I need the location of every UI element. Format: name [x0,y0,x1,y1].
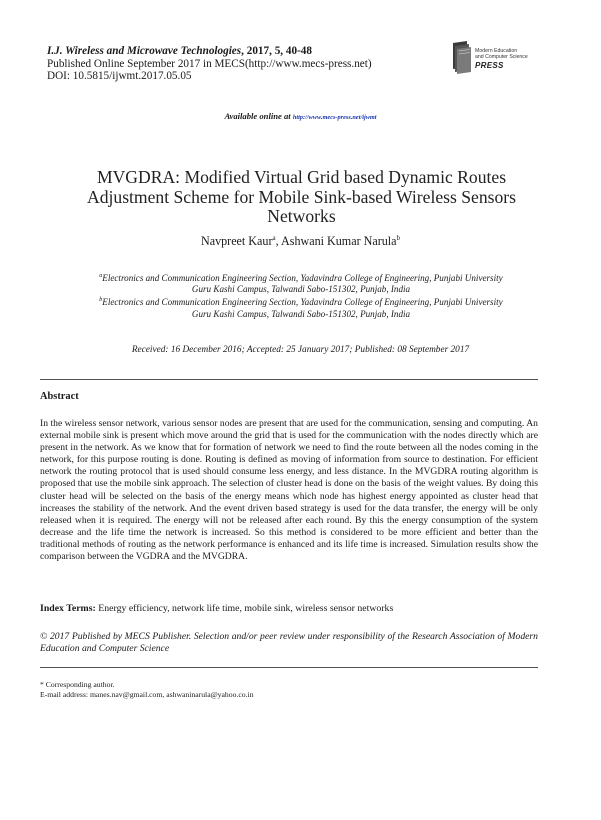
email-address: E-mail address: manes.nav@gmail.com, ashwaninarula@yahoo.co.in [40,690,254,700]
affiliations [40,271,562,320]
affiliation-mark: b [99,297,103,304]
available-url-link[interactable]: http://www.mecs-press.net/ijwmt [292,114,377,121]
footnote [40,680,254,700]
corresponding-author: * Corresponding author. [40,680,115,689]
affiliation-mark: a [99,273,103,279]
author-separator: , [275,234,281,249]
affiliation-line [40,295,562,308]
abstract-heading: Abstract [40,391,79,402]
author-affil-mark: b [396,234,401,242]
divider [40,667,538,668]
doi: DOI: 10.5815/ijwmt.2017.05.05 [47,70,192,83]
affiliation-text: Electronics and Communication Engineering Section, Yadavindra College of Engineering, Punjabi University [102,273,503,284]
affiliation-line: Guru Kashi Campus, Talwandi Sabo-151302, Punjab, India [191,308,411,319]
journal-header [47,45,372,83]
journal-title: I.J. Wireless and Microwave Technologies [47,45,242,57]
author-affil-mark: a [272,234,276,242]
affiliation-line: Guru Kashi Campus, Talwandi Sabo-151302, Punjab, India [191,284,411,295]
author-name: Ashwani Kumar Narula [281,234,397,249]
book-stack-icon [449,40,473,74]
journal-citation [47,45,372,58]
logo-line-1: Modern Education [475,48,518,54]
index-terms-text: Energy efficiency, network life time, mobile sink, wireless sensor networks [98,603,394,614]
logo-line-2: and Computer Science [475,53,528,60]
index-terms [40,603,393,614]
author-name: Navpreet Kaur [200,234,273,249]
paper-title: MVGDRA: Modified Virtual Grid based Dynamic Routes Adjustment Scheme for Mobile Sink-based Wireless Sensors Networks [87,167,516,227]
abstract-body: In the wireless sensor network, various sensor nodes are present that are used for the communication, sensing and computing. An external mobile sink is present which move around the grid that is used for the communication with the nodes directly which are present in the network. As we know that for formation of network we need to find the route between all the nodes coming in the network, for this purpose routing is done. Routing is defined as moving of information from source to destination. For efficient network the routing protocol that is used should consume less energy, and less distance. In the MVGDRA routing algorithm is proposed that use the mobile sink approach. The selection of cluster head is done on the basis of the weight values. By doing this cluster head will be selected on the basis of the energy means which node has highest energy appointed as cluster head that increases the stability of the network. And the event driven based strategy is used for the data transfer, the energy will be only released when it is required. The energy will not be released after each round. By this the energy consumption of the system decrease and the life time the network is increased. So this method is considered to be more efficient and better than the traditional methods of routing as the network performance is enhanced and its life time is increased. Simulation results show the comparison between the VGDRA and the MVGDRA. [40,418,538,563]
publisher-logo [449,40,559,86]
index-terms-heading: Index Terms: [40,603,96,614]
copyright-notice: © 2017 Published by MECS Publisher. Selection and/or peer review under responsibility of the Research Association of Modern Education and Computer Science [40,631,538,655]
author-list [0,234,601,249]
journal-issue: , 2017, 5, 40-48 [241,45,312,57]
divider [40,379,538,380]
affiliation-line [40,271,562,284]
affiliation-text: Electronics and Communication Engineering Section, Yadavindra College of Engineering, Punjabi University [102,297,503,308]
published-line: Published Online September 2017 in MECS(http://www.mecs-press.net) [47,57,372,70]
available-label: Available online at [224,111,291,121]
publication-dates: Received: 16 December 2016; Accepted: 25 January 2017; Published: 08 September 2017 [131,345,470,355]
logo-line-3: PRESS [475,61,504,70]
available-online [0,111,601,121]
